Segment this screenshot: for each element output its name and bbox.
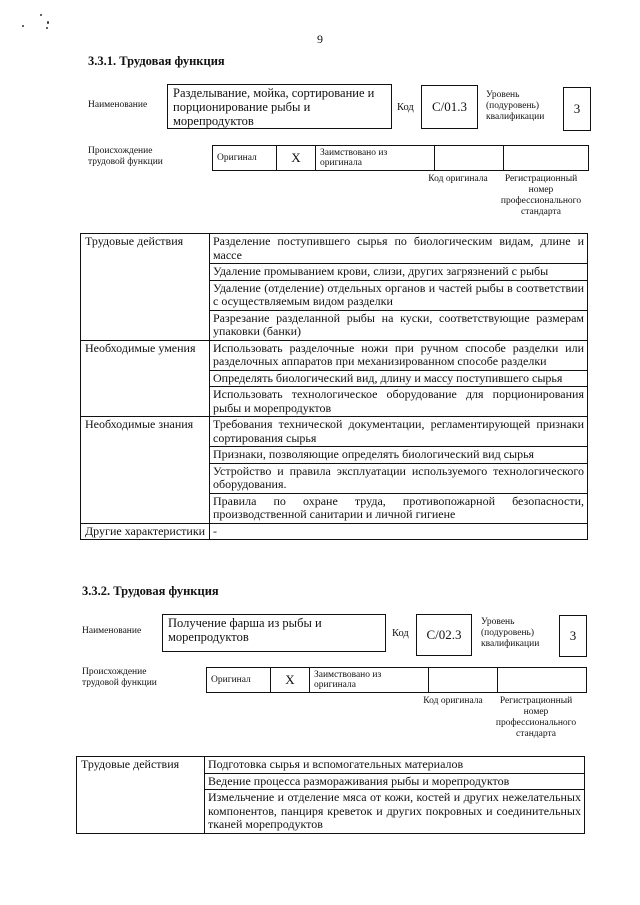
row-item: Правила по охране труда, противопожарной безопасности, производственной санитарии и личной гигиене [210, 493, 588, 523]
borrowed-label: Заимствовано из оригинала [316, 146, 435, 171]
registration-number-cell [498, 668, 587, 693]
row-item: Признаки, позволяющие определять биологический вид сырья [210, 447, 588, 464]
name-label: Наименование [82, 626, 142, 636]
scan-speck [47, 21, 49, 24]
original-label: Оригинал [207, 668, 271, 693]
row-item: Измельчение и отделение мяса от кожи, костей и других нежелательных компонентов, панциря креветок и других покровных и соединительных тканей морепродуктов [205, 790, 585, 834]
row-category: Другие характеристики [81, 523, 210, 540]
registration-caption: Регистрационный номер профессионального стандарта [500, 174, 582, 217]
section-title: 3.3.2. Трудовая функция [82, 584, 219, 598]
row-category: Трудовые действия [81, 234, 210, 341]
row-item: Требования технической документации, регламентирующей признаки сортирования сырья [210, 417, 588, 447]
original-code-caption: Код оригинала [428, 174, 488, 184]
row-item: Устройство и правила эксплуатации используемого технологического оборудования. [210, 463, 588, 493]
origin-table [212, 145, 589, 171]
code-box: С/01.3 [421, 85, 478, 129]
table-row [81, 523, 588, 540]
row-item: Подготовка сырья и вспомогательных материалов [205, 757, 585, 774]
origin-label: Происхождение трудовой функции [82, 667, 157, 688]
row-item: - [210, 523, 588, 540]
table-row [81, 234, 588, 264]
row-item: Разрезание разделанной рыбы на куски, соответствующие размерам упаковки (банки) [210, 310, 588, 340]
origin-table [206, 667, 587, 693]
original-code-cell [435, 146, 504, 171]
name-label: Наименование [88, 100, 148, 110]
registration-caption: Регистрационный номер профессионального стандарта [495, 696, 577, 739]
function-name-box: Получение фарша из рыбы и морепродуктов [162, 614, 386, 652]
borrowed-label: Заимствовано из оригинала [310, 668, 429, 693]
row-category: Необходимые умения [81, 340, 210, 417]
code-label: Код [397, 102, 414, 113]
row-item: Удаление промыванием крови, слизи, других загрязнений с рыбы [210, 264, 588, 281]
original-code-cell [429, 668, 498, 693]
level-box: 3 [559, 615, 587, 657]
table-row [81, 417, 588, 447]
requirements-table [80, 233, 588, 540]
page-number: 9 [317, 32, 323, 46]
row-category: Необходимые знания [81, 417, 210, 524]
original-code-caption: Код оригинала [423, 696, 483, 706]
row-item: Определять биологический вид, длину и массу поступившего сырья [210, 370, 588, 387]
origin-label: Происхождение трудовой функции [88, 146, 163, 167]
row-item: Использовать разделочные ножи при ручном способе разделки или разделочных аппаратов при механизированном способе разделки [210, 340, 588, 370]
code-label: Код [392, 628, 409, 639]
level-label: Уровень (подуровень) квалификации [481, 617, 540, 649]
row-item: Удаление (отделение) отдельных органов и частей рыбы в соответствии с осуществляемым видом разделки [210, 280, 588, 310]
level-label: Уровень (подуровень) квалификации [486, 90, 545, 122]
level-box: 3 [563, 87, 591, 131]
row-item: Разделение поступившего сырья по биологическим видам, длине и массе [210, 234, 588, 264]
requirements-table [76, 756, 585, 834]
code-box: С/02.3 [416, 614, 472, 656]
table-row [77, 757, 585, 774]
row-item: Ведение процесса размораживания рыбы и морепродуктов [205, 773, 585, 790]
original-label: Оригинал [213, 146, 277, 171]
scan-speck [46, 27, 48, 29]
scan-speck [40, 14, 42, 16]
section-title: 3.3.1. Трудовая функция [88, 54, 225, 68]
function-name-box: Разделывание, мойка, сортирование и порционирование рыбы и морепродуктов [167, 84, 392, 129]
row-item: Использовать технологическое оборудование для порционирования рыбы и морепродуктов [210, 387, 588, 417]
table-row [81, 340, 588, 370]
registration-number-cell [504, 146, 589, 171]
scan-speck [22, 25, 24, 27]
row-category: Трудовые действия [77, 757, 205, 834]
original-mark: X [271, 668, 310, 693]
original-mark: X [277, 146, 316, 171]
